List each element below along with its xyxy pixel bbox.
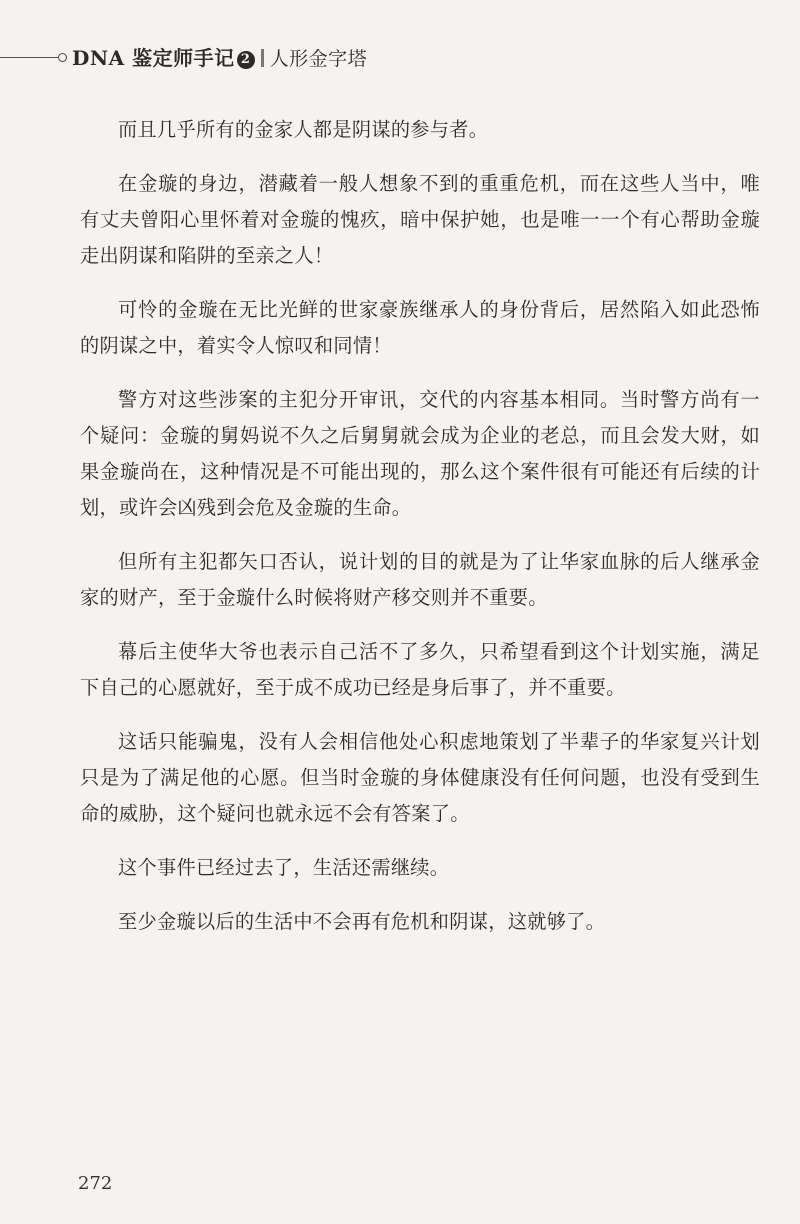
paragraph: 在金璇的身边，潜藏着一般人想象不到的重重危机，而在这些人当中，唯有丈夫曾阳心里怀着对金璇的愧疚，暗中保护她，也是唯一一个有心帮助金璇走出阴谋和陷阱的至亲之人！ xyxy=(80,172,760,267)
paragraph: 这话只能骗鬼，没有人会相信他处心积虑地策划了半辈子的华家复兴计划只是为了满足他的心愿。但当时金璇的身体健康没有任何问题，也没有受到生命的威胁，这个疑问也就永远不会有答案了。 xyxy=(80,730,760,825)
header-rule xyxy=(0,57,58,58)
running-header xyxy=(0,42,800,82)
header-title-group xyxy=(72,42,367,71)
paragraph: 但所有主犯都矢口否认，说计划的目的就是为了让华家血脉的后人继承金家的财产，至于金璇什么时候将财产移交则并不重要。 xyxy=(80,550,760,609)
page-number: 272 xyxy=(78,1173,113,1194)
volume-badge: 2 xyxy=(237,51,255,69)
book-subtitle: 人形金字塔 xyxy=(269,48,368,70)
paragraph: 这个事件已经过去了，生活还需继续。 xyxy=(118,856,450,879)
paragraph: 可怜的金璇在无比光鲜的世家豪族继承人的身份背后，居然陷入如此恐怖的阴谋之中，着实令人惊叹和同情！ xyxy=(80,298,760,357)
header-ornament xyxy=(58,53,67,62)
book-title: DNA 鉴定师手记 xyxy=(72,46,235,70)
header-separator xyxy=(261,49,264,67)
paragraph: 警方对这些涉案的主犯分开审讯，交代的内容基本相同。当时警方尚有一个疑问：金璇的舅妈说不久之后舅舅就会成为企业的老总，而且会发大财，如果金璇尚在，这种情况是不可能出现的，那么这个案件很有可能还有后续的计划，或许会凶残到会危及金璇的生命。 xyxy=(80,388,760,519)
paragraph: 而且几乎所有的金家人都是阴谋的参与者。 xyxy=(118,118,489,141)
paragraph: 幕后主使华大爷也表示自己活不了多久，只希望看到这个计划实施，满足下自己的心愿就好，至于成不成功已经是身后事了，并不重要。 xyxy=(80,640,760,699)
paragraph: 至少金璇以后的生活中不会再有危机和阴谋，这就够了。 xyxy=(118,910,606,933)
body-text xyxy=(80,112,760,958)
